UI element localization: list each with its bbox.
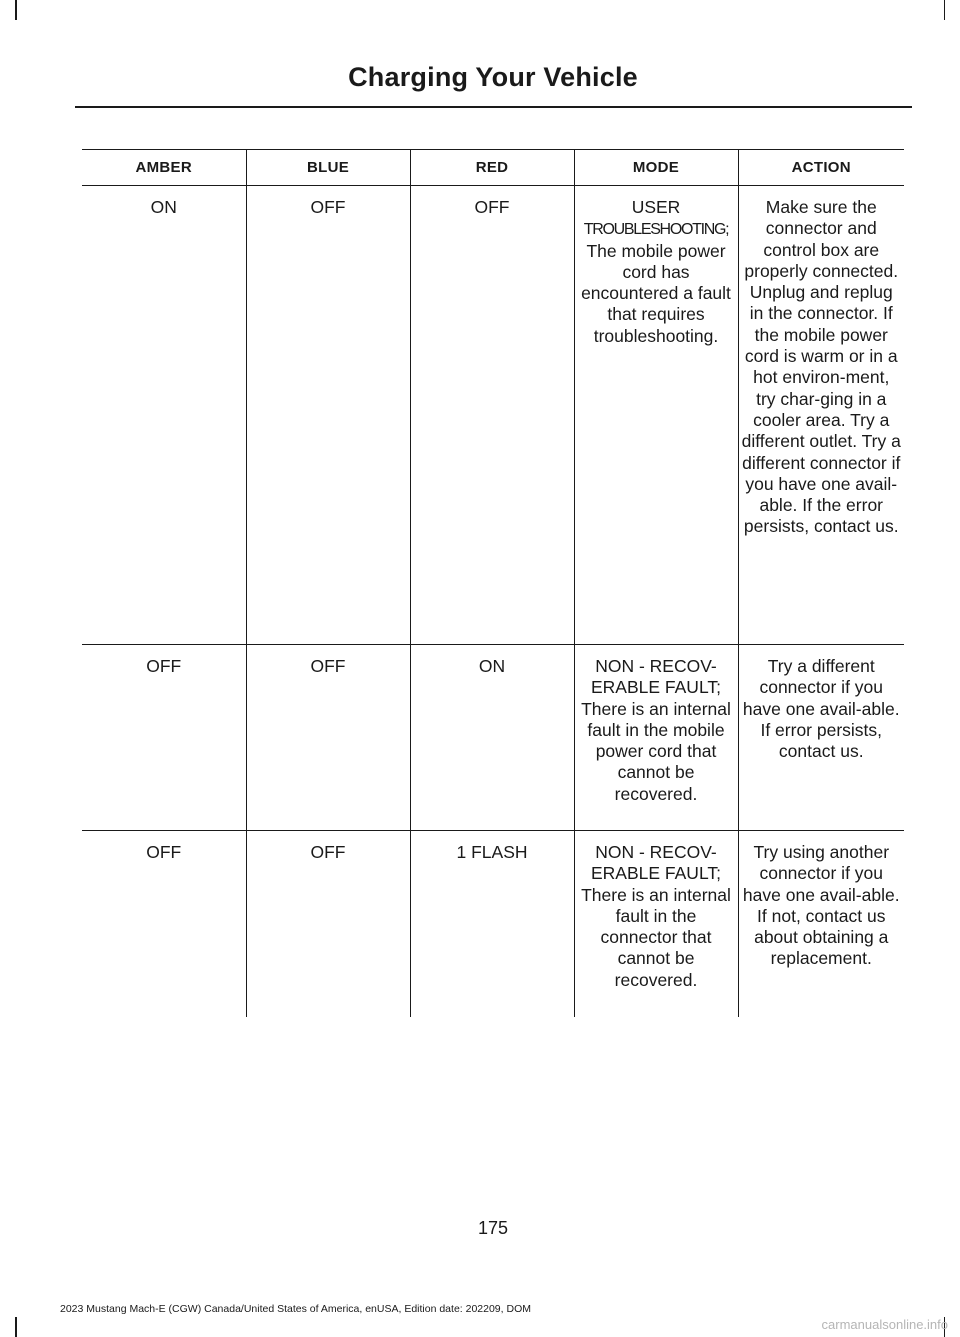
column-header-amber: AMBER: [82, 150, 246, 186]
led-status-table: [82, 149, 904, 1017]
table-row: [82, 645, 904, 831]
header-rule: [75, 106, 912, 108]
watermark: carmanualsonline.info: [821, 1317, 948, 1332]
red-cell: ON: [410, 645, 574, 831]
table-header-row: [82, 150, 904, 186]
blue-cell: OFF: [246, 645, 410, 831]
page-title: Charging Your Vehicle: [348, 62, 638, 92]
blue-cell: OFF: [246, 186, 410, 645]
red-cell: OFF: [410, 186, 574, 645]
column-header-blue: BLUE: [246, 150, 410, 186]
column-header-action: ACTION: [738, 150, 904, 186]
red-cell: 1 FLASH: [410, 831, 574, 1017]
mode-condensed-text: TROUBLESHOOTING;: [583, 221, 729, 239]
table-row: [82, 831, 904, 1017]
table-row: [82, 186, 904, 645]
action-cell: Try using another connector if you have one avail-able. If not, contact us about obtaining a replacement.: [738, 831, 904, 1017]
edition-footer: 2023 Mustang Mach-E (CGW) Canada/United States of America, enUSA, Edition date: 202209, DOM: [60, 1303, 531, 1315]
blue-cell: OFF: [246, 831, 410, 1017]
mode-title: USER: [631, 197, 681, 217]
mode-cell: NON - RECOV-ERABLE FAULT; There is an internal fault in the mobile power cord that cannot be recovered.: [574, 645, 738, 831]
amber-cell: OFF: [82, 645, 246, 831]
mode-cell: [574, 186, 738, 645]
amber-cell: OFF: [146, 842, 182, 862]
amber-cell: ON: [82, 186, 246, 645]
action-cell: Try a different connector if you have one avail-able. If error persists, contact us.: [738, 645, 904, 831]
column-header-mode: MODE: [574, 150, 738, 186]
action-cell: Make sure the connector and control box are properly connected. Unplug and replug in the connector. If the mobile power cord is warm or in a hot environ-ment, try char-ging in a cooler area. Try a different outlet. Try a different connector if you have one avail-able. If the error persists, contact us.: [738, 186, 904, 645]
crop-mark-bottom-left: [15, 1317, 17, 1337]
crop-mark-top-left: [15, 0, 17, 20]
crop-mark-top-right: [944, 0, 946, 20]
mode-description: The mobile power cord has encountered a fault that requires troubleshooting.: [581, 240, 731, 346]
mode-cell: NON - RECOV-ERABLE FAULT; There is an internal fault in the connector that cannot be recovered.: [574, 831, 738, 1017]
page-number: 175: [477, 1218, 509, 1238]
column-header-red: RED: [410, 150, 574, 186]
